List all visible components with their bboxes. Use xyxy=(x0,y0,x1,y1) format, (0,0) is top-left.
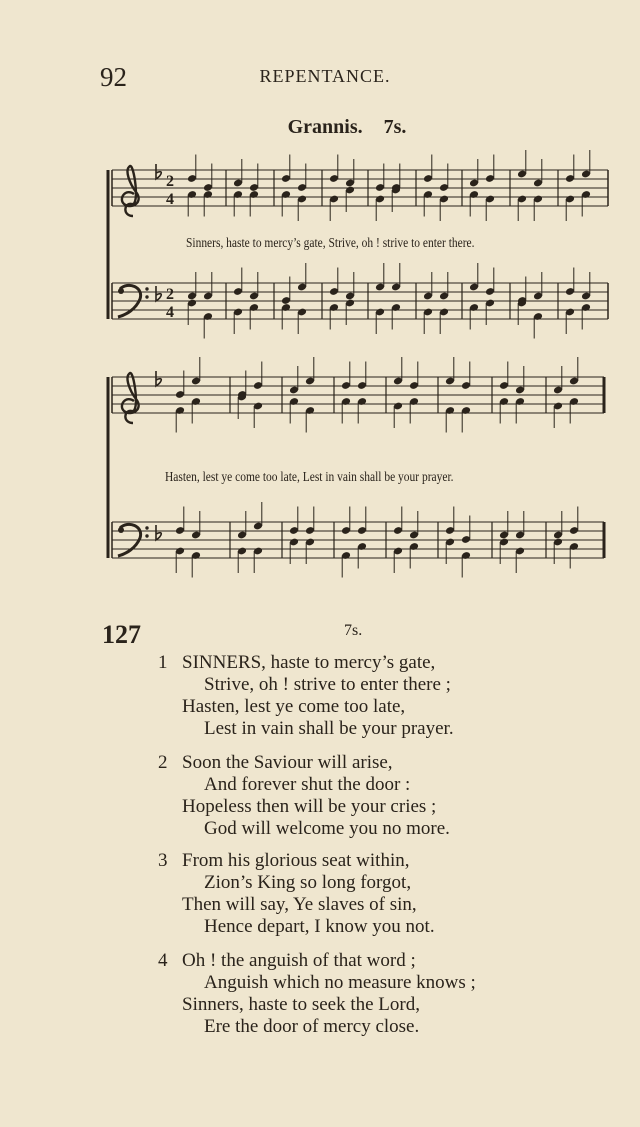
verse-line: 2 Soon the Saviour will arise, xyxy=(158,752,393,773)
flat-sign-icon xyxy=(156,164,161,179)
bass-clef-dot xyxy=(145,526,148,529)
bass-clef-dot xyxy=(118,527,124,533)
flat-sign-icon xyxy=(156,371,161,386)
verse-number: 1 xyxy=(158,652,168,673)
verse-line: Lest in vain shall be your prayer. xyxy=(204,718,454,739)
verse-number: 2 xyxy=(158,752,168,773)
flat-sign-icon xyxy=(156,525,161,540)
bass-clef-dot xyxy=(118,288,124,294)
running-head: REPENTANCE. xyxy=(259,66,391,86)
tune-meter: 7s. xyxy=(383,116,407,138)
treble-clef-icon xyxy=(122,166,139,216)
verse-line: Hopeless then will be your cries ; xyxy=(182,796,437,817)
verse-number: 4 xyxy=(158,950,168,971)
time-signature-numerator: 2 xyxy=(166,173,174,190)
verse-line: Anguish which no measure knows ; xyxy=(204,972,476,993)
time-signature-numerator: 2 xyxy=(166,286,174,303)
verse-2 xyxy=(158,752,578,840)
hymn-meter: 7s. xyxy=(344,622,363,639)
verse-3 xyxy=(158,850,578,938)
time-signature-denominator: 4 xyxy=(166,304,174,321)
verse-line: Ere the door of mercy close. xyxy=(204,1016,420,1037)
verse-line: Zion’s King so long forgot, xyxy=(204,872,412,893)
verse-line: 4 Oh ! the anguish of that word ; xyxy=(158,950,416,971)
verse-line: Strive, oh ! strive to enter there ; xyxy=(204,674,451,695)
verse-number: 3 xyxy=(158,850,168,871)
verse-line: God will welcome you no more. xyxy=(204,818,450,839)
flat-sign-icon xyxy=(156,286,161,301)
verse-line: Hasten, lest ye come too late, xyxy=(182,696,406,717)
verse-line: Sinners, haste to seek the Lord, xyxy=(182,994,420,1015)
score-lyric-line-1: Sinners, haste to mercy’s gate, Strive, oh ! strive to enter there. xyxy=(186,236,475,251)
verse-line: 1 SINNERS, haste to mercy’s gate, xyxy=(158,652,436,673)
tune-name: Grannis. xyxy=(287,116,363,138)
verse-line: And forever shut the door : xyxy=(204,774,411,795)
treble-clef-icon xyxy=(122,373,139,423)
hymn-number: 127 xyxy=(102,620,141,649)
bass-clef-dot xyxy=(145,295,148,298)
verse-1 xyxy=(158,652,578,740)
page-number: 92 xyxy=(100,62,127,92)
time-signature-denominator: 4 xyxy=(166,191,174,208)
bass-clef-dot xyxy=(145,287,148,290)
verse-line: Hence depart, I know you not. xyxy=(204,916,435,937)
score-lyric-line-2: Hasten, lest ye come too late, Lest in vain shall be your prayer. xyxy=(165,470,454,485)
bass-clef-dot xyxy=(145,534,148,537)
verse-4 xyxy=(158,950,578,1038)
verse-line: 3 From his glorious seat within, xyxy=(158,850,410,871)
verse-line: Then will say, Ye slaves of sin, xyxy=(182,894,417,915)
